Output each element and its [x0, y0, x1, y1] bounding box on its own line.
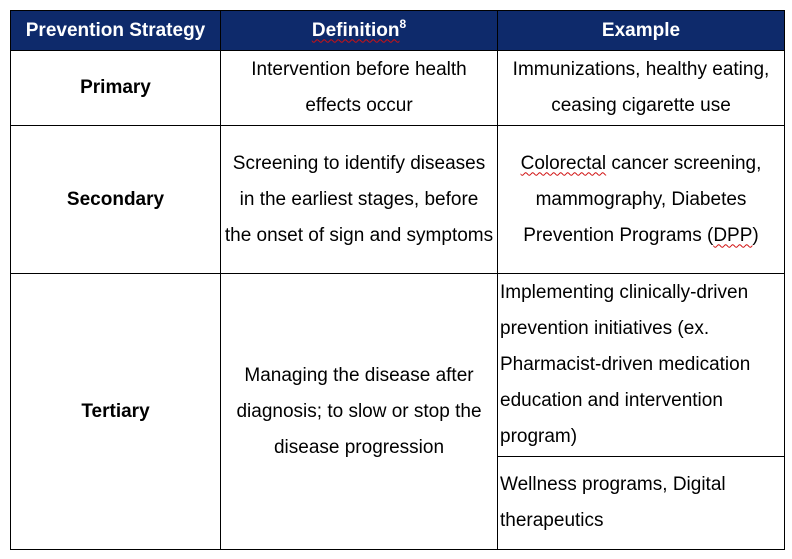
example-cell: Immunizations, healthy eating, ceasing cigarette use [498, 51, 785, 126]
example-cell: Wellness programs, Digital therapeutics [498, 457, 785, 550]
example-cell [498, 126, 785, 274]
footnote-marker: 8 [399, 16, 407, 31]
header-prevention-strategy: Prevention Strategy [11, 11, 221, 51]
strategy-cell: Tertiary [11, 274, 221, 550]
prevention-strategy-table [10, 10, 785, 550]
definition-cell: Screening to identify diseases in the earliest stages, before the onset of sign and symptoms [221, 126, 498, 274]
example-cell: Implementing clinically-driven prevention initiatives (ex. Pharmacist-driven medication education and intervention program) [498, 274, 785, 457]
header-definition-label: Definition [311, 19, 400, 41]
header-row [11, 11, 785, 51]
strategy-cell: Secondary [11, 126, 221, 274]
header-definition [221, 11, 498, 51]
example-text-end: ) [752, 224, 759, 246]
spellcheck-word: Colorectal [520, 152, 607, 174]
table-row-primary [11, 51, 785, 126]
table-row-tertiary [11, 274, 785, 457]
strategy-cell: Primary [11, 51, 221, 126]
definition-cell: Intervention before health effects occur [221, 51, 498, 126]
definition-cell: Managing the disease after diagnosis; to slow or stop the disease progression [221, 274, 498, 550]
example-text: cancer screening, mammography, Diabetes Prevention Programs ( [523, 152, 762, 246]
table-row-secondary [11, 126, 785, 274]
spellcheck-word: DPP [713, 224, 753, 246]
header-example: Example [498, 11, 785, 51]
